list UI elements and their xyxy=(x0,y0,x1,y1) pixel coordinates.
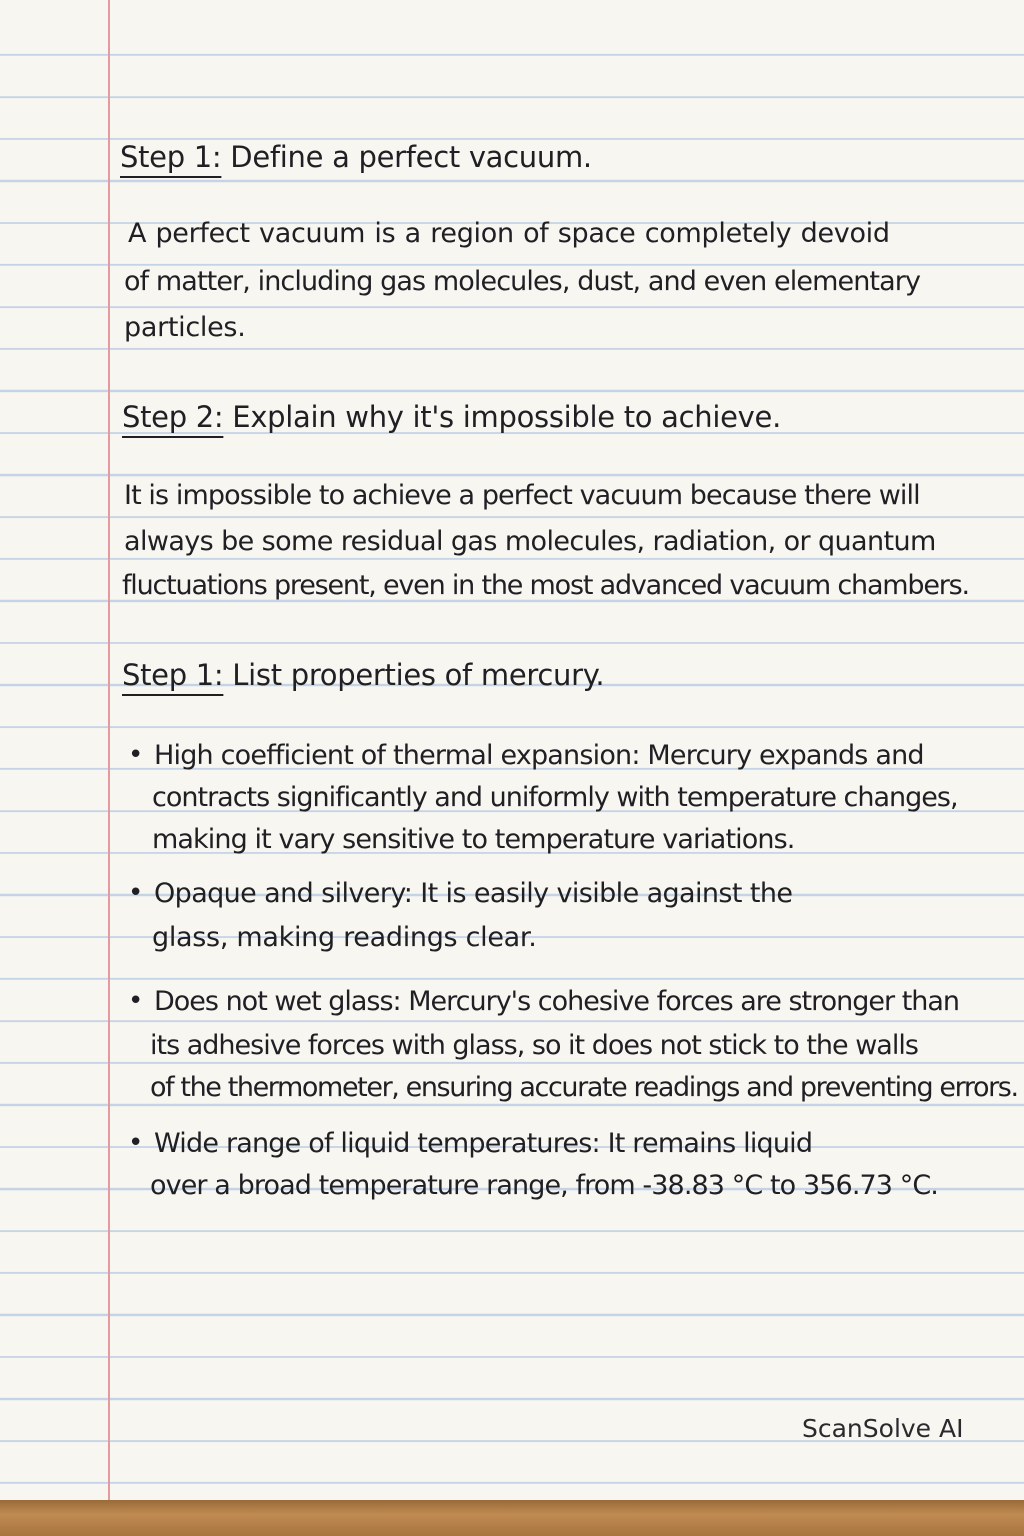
desk-surface xyxy=(0,1500,1024,1536)
opaque-silvery-line-1: Opaque and silvery: It is easily visible against the xyxy=(154,878,793,909)
step-1-title: Define a perfect vacuum. xyxy=(230,140,592,174)
wet-glass-line-3: of the thermometer, ensuring accurate readings and preventing errors. xyxy=(150,1072,1018,1103)
wet-glass-line-1: Does not wet glass: Mercury's cohesive forces are stronger than xyxy=(154,986,960,1017)
step-2-title: Explain why it's impossible to achieve. xyxy=(232,400,781,434)
step-3-label: Step 1: xyxy=(122,658,224,692)
vacuum-definition-line-1: A perfect vacuum is a region of space completely devoid xyxy=(128,218,890,249)
liquid-range-line-2: over a broad temperature range, from -38.83 °C to 356.73 °C. xyxy=(150,1170,938,1201)
impossibility-line-2: always be some residual gas molecules, radiation, or quantum xyxy=(124,526,936,557)
bullet-marker: • xyxy=(128,1128,144,1158)
impossibility-line-1: It is impossible to achieve a perfect vacuum because there will xyxy=(124,480,920,511)
bullet-marker: • xyxy=(128,878,144,908)
liquid-range-line-1: Wide range of liquid temperatures: It remains liquid xyxy=(154,1128,813,1159)
step-1-heading xyxy=(120,140,592,174)
thermal-expansion-line-2: contracts significantly and uniformly with temperature changes, xyxy=(152,782,958,813)
thermal-expansion-line-1: High coefficient of thermal expansion: Mercury expands and xyxy=(154,740,924,771)
step-3-title: List properties of mercury. xyxy=(232,658,605,692)
step-1-label: Step 1: xyxy=(120,140,222,174)
vacuum-definition-line-3: particles. xyxy=(124,312,246,343)
thermal-expansion-line-3: making it vary sensitive to temperature variations. xyxy=(152,824,795,855)
bullet-marker: • xyxy=(128,740,144,770)
step-2-heading xyxy=(122,400,781,434)
margin-line xyxy=(108,0,110,1500)
impossibility-line-3: fluctuations present, even in the most advanced vacuum chambers. xyxy=(122,570,969,601)
step-3-heading xyxy=(122,658,604,692)
vacuum-definition-line-2: of matter, including gas molecules, dust, and even elementary xyxy=(124,266,921,297)
scansolve-watermark: ScanSolve AI xyxy=(802,1414,964,1443)
opaque-silvery-line-2: glass, making readings clear. xyxy=(152,922,537,953)
step-2-label: Step 2: xyxy=(122,400,224,434)
bullet-marker: • xyxy=(128,986,144,1016)
wet-glass-line-2: its adhesive forces with glass, so it does not stick to the walls xyxy=(150,1030,918,1061)
